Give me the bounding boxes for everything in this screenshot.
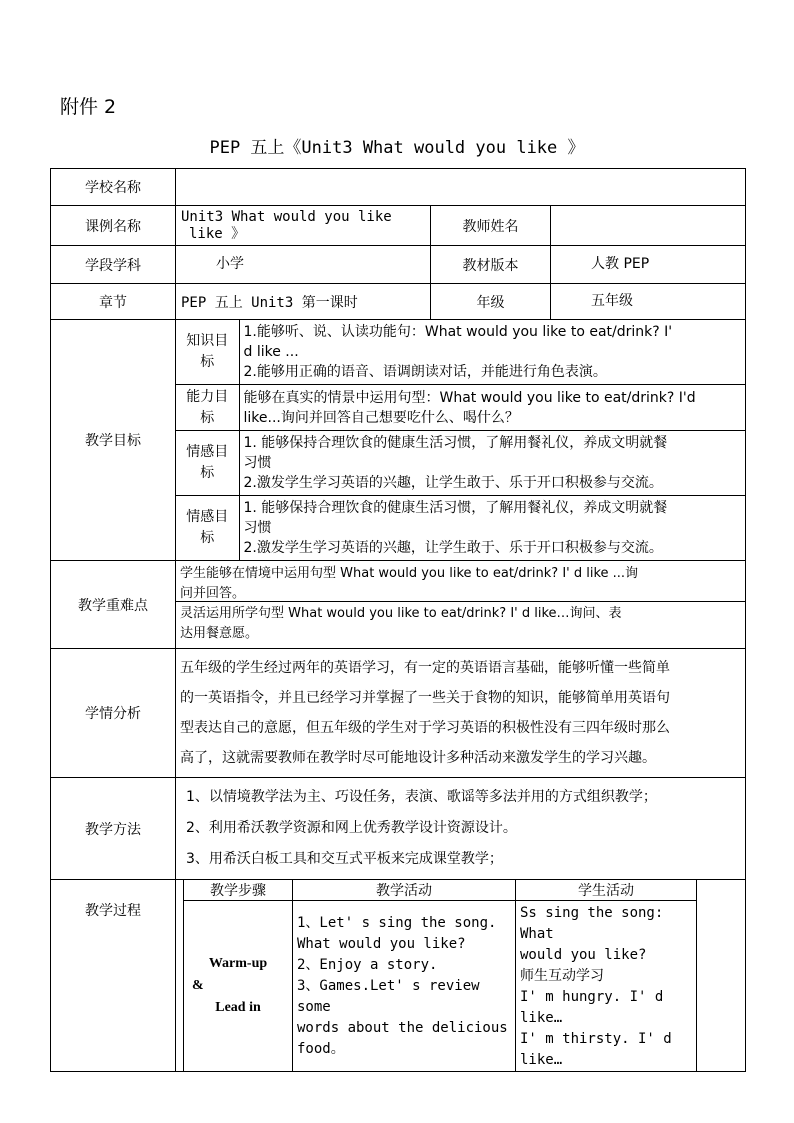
school-label: 学校名称 (51, 169, 176, 206)
goal-text: 1. 能够保持合理饮食的健康生活习惯，了解用餐礼仪，养成文明就餐 习惯 2.激发学生学习英语的兴趣，让学生敢于、乐于开口积极参与交流。 (243, 500, 668, 556)
attachment-label: 附件 2 (60, 96, 117, 118)
lesson-value: Unit3 What would you like like 》 (176, 206, 431, 246)
keypoint-2: 灵活运用所学句型 What would you like to eat/drink? I' d like…询问、表 达用餐意愿。 (180, 605, 622, 641)
edition-label: 教材版本 (431, 246, 551, 284)
col-student: 学生活动 (516, 880, 697, 901)
goals-label: 教学目标 (51, 320, 176, 561)
step-warmup: Warm-up & Lead in (184, 901, 293, 1072)
goal-text: 1.能够听、说、认读功能句：What would you like to eat/drink? I' d like ... 2.能够用正确的语音、语调朗读对话，并能进行角色表演。 (239, 320, 745, 385)
process-cell (176, 880, 746, 1072)
lesson-label: 课例名称 (51, 206, 176, 246)
process-label: 教学过程 (51, 880, 176, 1072)
grade-label: 年级 (431, 284, 551, 320)
teacher-activities: 1、Let' s sing the song. What would you like? 2、Enjoy a story. 3、Games.Let' s review some words about the delicious food。 (293, 901, 516, 1072)
page-title: PEP 五上《Unit3 What would you like 》 (209, 138, 585, 158)
stage-label: 学段学科 (51, 246, 176, 284)
goal-label: 情感目 标 (176, 496, 239, 561)
col-step: 教学步骤 (184, 880, 293, 901)
student-activities: Ss sing the song: What would you like? 师生互动学习 I' m hungry. I' d like… I' m thirsty. I' d like… (516, 901, 697, 1072)
methods-label: 教学方法 (51, 778, 176, 880)
chapter-label: 章节 (51, 284, 176, 320)
goal-label: 能力目 标 (176, 385, 239, 431)
stage-value: 小学 (176, 246, 431, 284)
keypoints-cell (176, 561, 746, 649)
col-teacher: 教学活动 (293, 880, 516, 901)
goal-label: 情感目 标 (176, 431, 239, 496)
process-table (183, 880, 697, 1071)
school-value (176, 169, 746, 206)
goal-text: 能够在真实的情景中运用句型：What would you like to eat/drink? I'd like...询问并回答自己想要吃什么、喝什么？ (239, 385, 745, 431)
keypoint-1: 学生能够在情境中运用句型 What would you like to eat/drink? I' d like ...询 问并回答。 (176, 562, 745, 602)
lesson-plan-table (50, 168, 746, 1072)
keypoints-label: 教学重难点 (51, 561, 176, 649)
goal-text: 1. 能够保持合理饮食的健康生活习惯，了解用餐礼仪，养成文明就餐 习惯 2.激发学生学习英语的兴趣，让学生敢于、乐于开口积极参与交流。 (239, 431, 745, 496)
analysis-text: 五年级的学生经过两年的英语学习，有一定的英语语言基础，能够听懂一些简单 的一英语指令，并且已经学习并掌握了一些关于食物的知识，能够简单用英语句 型表达自己的意愿，但五年级的学生对于学习英语的积极性没有三四年级时那么 高了，这就需要教师在教学时尽可能地设计多种活动来激发学生的学习兴趣。 (176, 649, 746, 778)
methods-text: 1、以情境教学法为主、巧设任务，表演、歌谣等多法并用的方式组织教学； 2、利用希沃教学资源和网上优秀教学设计资源设计。 3、用希沃白板工具和交互式平板来完成课堂教学； (176, 778, 746, 880)
edition-value: 人教 PEP (551, 246, 746, 284)
analysis-label: 学情分析 (51, 649, 176, 778)
grade-value: 五年级 (551, 284, 746, 320)
goal-label: 知识目 标 (176, 320, 239, 385)
goals-cell (176, 320, 746, 561)
teacher-label: 教师姓名 (431, 206, 551, 246)
chapter-value: PEP 五上 Unit3 第一课时 (176, 284, 431, 320)
goals-table (176, 320, 745, 560)
teacher-value (551, 206, 746, 246)
